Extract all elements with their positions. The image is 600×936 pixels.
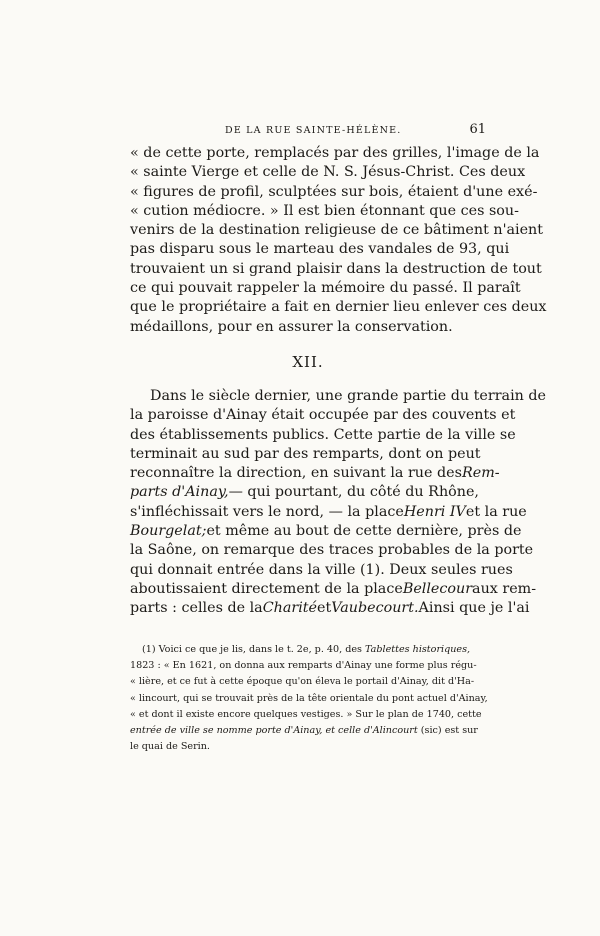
italic-segment: Bellecour xyxy=(402,580,473,597)
footnote-line-content: « et dont il existe encore quelques vestiges. » Sur le plan de 1740, cette xyxy=(130,708,482,720)
text-line-content: terminait au sud par des remparts, dont on peut xyxy=(130,445,481,462)
footnote xyxy=(130,642,486,755)
text-line-content xyxy=(130,483,479,502)
section-heading: XII. xyxy=(292,352,324,371)
text-segment: aux rem- xyxy=(472,580,537,597)
running-title: DE LA RUE SAINTE-HÉLÈNE. xyxy=(225,125,402,136)
text-line-content: « sainte Vierge et celle de N. S. Jésus-Christ. Ces deux xyxy=(130,164,526,181)
text-line xyxy=(130,503,527,522)
text-segment: et xyxy=(317,600,332,617)
text-line xyxy=(130,599,530,618)
text-segment: (1) Voici ce que je lis, dans le t. 2e, p. 40, des xyxy=(142,644,366,655)
text-line-content: trouvaient un si grand plaisir dans la destruction de tout xyxy=(130,260,542,277)
text-line-content xyxy=(130,503,527,522)
footnote-line xyxy=(130,642,486,658)
text-segment: s'infléchissait vers le nord, — la place xyxy=(130,503,404,520)
text-line-content xyxy=(130,464,500,483)
text-segment: (sic) est sur xyxy=(417,724,478,736)
footnote-line xyxy=(130,723,486,739)
main-text xyxy=(130,144,547,619)
italic-segment: entrée de ville se nomme porte d'Ainay, et celle d'Alincourt xyxy=(130,724,418,736)
text-line-content xyxy=(130,599,530,618)
footnote-line xyxy=(130,707,486,723)
text-line-content: « de cette porte, remplacés par des grilles, l'image de la xyxy=(130,145,540,161)
text-line-content: « figures de profil, sculptées sur bois, étaient d'une exé- xyxy=(130,183,538,200)
italic-segment: Tablettes historiques, xyxy=(365,644,471,655)
text-line-content: médaillons, pour en assurer la conservation. xyxy=(130,318,453,335)
footnote-line-content: « lincourt, qui se trouvait près de la tête orientale du pont actuel d'Ainay, xyxy=(130,692,488,704)
text-line-content: qui donnait entrée dans la ville (1). Deux seules rues xyxy=(130,561,513,578)
text-line xyxy=(130,561,513,580)
footnote-line-content xyxy=(142,642,470,658)
italic-segment: Charité xyxy=(262,600,318,617)
italic-segment: parts d'Ainay, xyxy=(130,484,229,501)
text-segment: aboutissaient directement de la place xyxy=(130,580,403,597)
text-line xyxy=(130,406,516,425)
text-line xyxy=(130,163,526,182)
running-head xyxy=(130,122,486,140)
text-line-content: « cution médiocre. » Il est bien étonnant que ces sou- xyxy=(130,202,519,219)
footnote-line xyxy=(130,739,486,755)
text-line xyxy=(130,144,540,163)
text-line-content xyxy=(130,580,536,599)
text-line xyxy=(130,387,547,406)
footnote-line-content: 1823 : « En 1621, on donna aux remparts d'Ainay une forme plus régu- xyxy=(130,660,477,672)
paragraph-section-xii xyxy=(130,387,547,619)
text-segment: — qui pourtant, du côté du Rhône, xyxy=(228,484,479,501)
paragraph-quote-continuation xyxy=(130,144,547,337)
text-line xyxy=(130,426,516,445)
italic-segment: Rem- xyxy=(461,465,500,482)
text-line-content: la paroisse d'Ainay était occupée par des couvents et xyxy=(130,407,516,424)
text-line xyxy=(130,580,537,599)
footnote-line-content xyxy=(130,723,478,739)
text-segment: parts : celles de la xyxy=(130,600,263,617)
text-line-content: Dans le siècle dernier, une grande partie du terrain de xyxy=(150,387,547,404)
text-line-content: venirs de la destination religieuse de ce bâtiment n'aient xyxy=(130,222,544,239)
text-line xyxy=(130,541,534,560)
italic-segment: Vaubecourt. xyxy=(331,600,419,617)
text-line xyxy=(130,183,538,202)
text-line xyxy=(130,202,519,221)
text-segment: reconnaître la direction, en suivant la rue des xyxy=(130,465,462,482)
text-line xyxy=(130,221,544,240)
text-segment: Ainsi que je l'ai xyxy=(418,600,530,617)
italic-segment: Bourgelat; xyxy=(130,523,207,540)
text-line xyxy=(130,279,521,298)
text-line-content: la Saône, on remarque des traces probables de la porte xyxy=(130,542,534,559)
footnote-line xyxy=(130,658,486,674)
page-number: 61 xyxy=(469,122,486,137)
text-line xyxy=(130,464,500,483)
footnote-line-content: le quai de Serin. xyxy=(130,741,210,753)
text-line-content: ce qui pouvait rappeler la mémoire du passé. Il paraît xyxy=(130,280,521,297)
footnote-line xyxy=(130,691,486,707)
text-line-content: pas disparu sous le marteau des vandales de 93, qui xyxy=(130,241,510,258)
text-line-content: des établissements publics. Cette partie de la ville se xyxy=(130,426,516,443)
footnote-line-content: « lière, et ce fut à cette époque qu'on éleva le portail d'Ainay, dit d'Ha- xyxy=(130,676,475,688)
text-line-content: que le propriétaire a fait en dernier lieu enlever ces deux xyxy=(130,299,547,316)
text-line xyxy=(130,318,486,337)
text-line xyxy=(130,260,542,279)
text-line-content xyxy=(130,522,521,541)
text-segment: et la rue xyxy=(465,503,527,520)
text-line xyxy=(130,445,486,464)
text-segment: et même au bout de cette dernière, près de xyxy=(206,523,522,540)
text-line xyxy=(130,483,486,502)
text-line xyxy=(130,522,522,541)
italic-segment: Henri IV xyxy=(403,503,466,520)
text-line xyxy=(130,298,547,317)
footnote-line xyxy=(130,674,486,690)
text-line xyxy=(130,240,510,259)
